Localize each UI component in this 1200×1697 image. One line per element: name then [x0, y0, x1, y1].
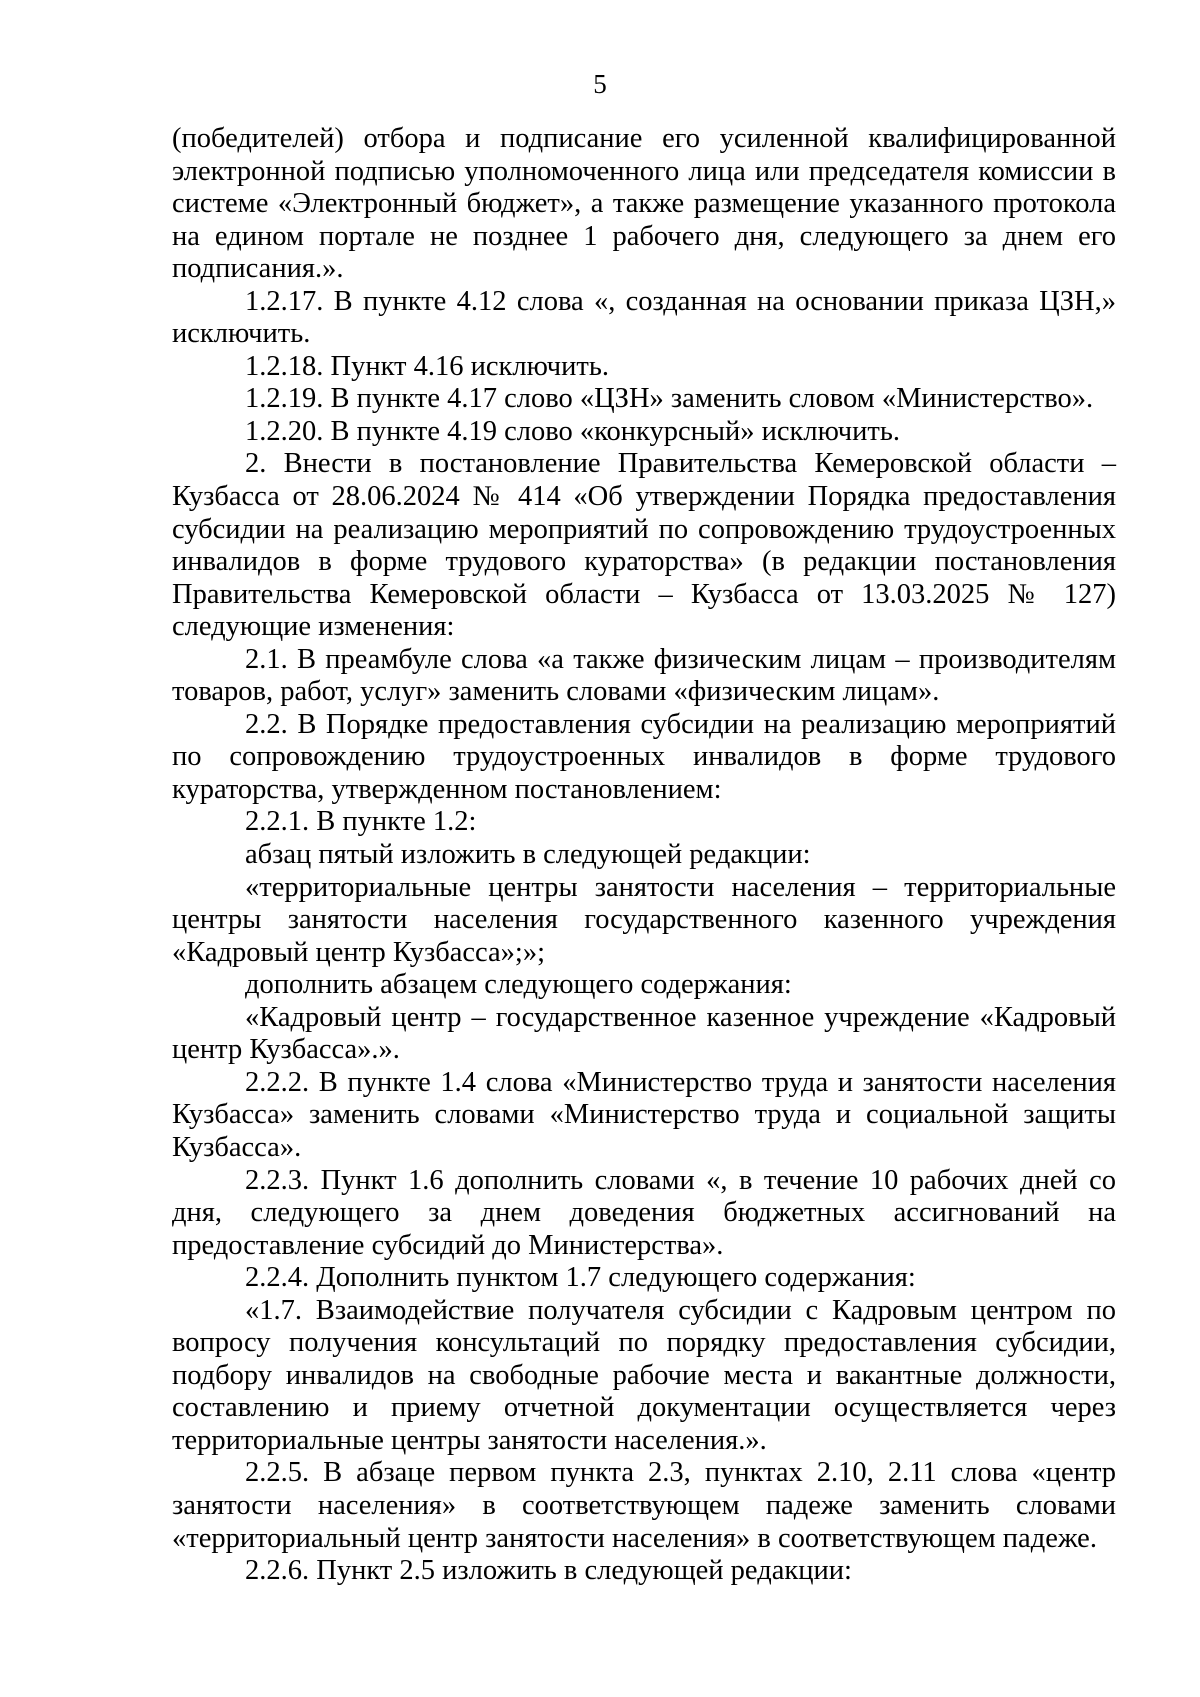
paragraph: дополнить абзацем следующего содержания:: [245, 969, 792, 1001]
paragraph: 2.2.5. В абзаце первом пункта 2.3, пунктах 2.10, 2.11 слова «центр занятости населения» в соответствующем падеже заменить словами «территориальный центр занятости населения» в соответствующем падеже.: [172, 1457, 1116, 1554]
paragraph: 2.2.2. В пункте 1.4 слова «Министерство труда и занятости населения Кузбасса» заменить словами «Министерство труда и социальной защиты Кузбасса».: [172, 1066, 1116, 1163]
paragraph: 2.2.6. Пункт 2.5 изложить в следующей редакции:: [245, 1555, 852, 1587]
paragraph: 1.2.17. В пункте 4.12 слова «, созданная на основании приказа ЦЗН,» исключить.: [172, 285, 1116, 350]
paragraph: 2.2.3. Пункт 1.6 дополнить словами «, в течение 10 рабочих дней со дня, следующего за днем доведения бюджетных ассигнований на предоставление субсидий до Министерства».: [172, 1164, 1116, 1261]
paragraph: 1.2.18. Пункт 4.16 исключить.: [245, 350, 609, 382]
page-number: 5: [593, 69, 607, 99]
document-body: [172, 123, 1116, 1588]
paragraph: «1.7. Взаимодействие получателя субсидии с Кадровым центром по вопросу получения консультаций по порядку предоставления субсидии, подбору инвалидов на свободные рабочие места и вакантные должности, составлению и приему отчетной документации осуществляется через территориальные центры занятости населения.».: [172, 1294, 1116, 1456]
paragraph: абзац пятый изложить в следующей редакции:: [245, 839, 811, 871]
paragraph: 2.2. В Порядке предоставления субсидии на реализацию мероприятий по сопровождению трудоустроенных инвалидов в форме трудового кураторства, утвержденном постановлением:: [172, 708, 1116, 805]
paragraph: 1.2.20. В пункте 4.19 слово «конкурсный» исключить.: [245, 415, 900, 447]
paragraph: 1.2.19. В пункте 4.17 слово «ЦЗН» заменить словом «Министерство».: [245, 383, 1094, 415]
paragraph: (победителей) отбора и подписание его усиленной квалифицированной электронной подписью уполномоченного лица или председателя комиссии в системе «Электронный бюджет», а также размещение указанного протокола на едином портале не позднее 1 рабочего дня, следующего за днем его подписания.».: [172, 123, 1116, 285]
paragraph: 2.1. В преамбуле слова «а также физическим лицам – производителям товаров, работ, услуг» заменить словами «физическим лицам».: [172, 643, 1116, 708]
paragraph: 2.2.1. В пункте 1.2:: [245, 806, 477, 838]
paragraph: «Кадровый центр – государственное казенное учреждение «Кадровый центр Кузбасса».».: [172, 1001, 1116, 1066]
paragraph: 2. Внести в постановление Правительства Кемеровской области – Кузбасса от 28.06.2024 № 414 «Об утверждении Порядка предоставления субсидии на реализацию мероприятий по сопровождению трудоустроенных инвалидов в форме трудового кураторства» (в редакции постановления Правительства Кемеровской области – Кузбасса от 13.03.2025 № 127) следующие изменения:: [172, 448, 1116, 643]
paragraph: 2.2.4. Дополнить пунктом 1.7 следующего содержания:: [245, 1262, 916, 1294]
paragraph: «территориальные центры занятости населения – территориальные центры занятости населения государственного казенного учреждения «Кадровый центр Кузбасса»;»;: [172, 871, 1116, 968]
